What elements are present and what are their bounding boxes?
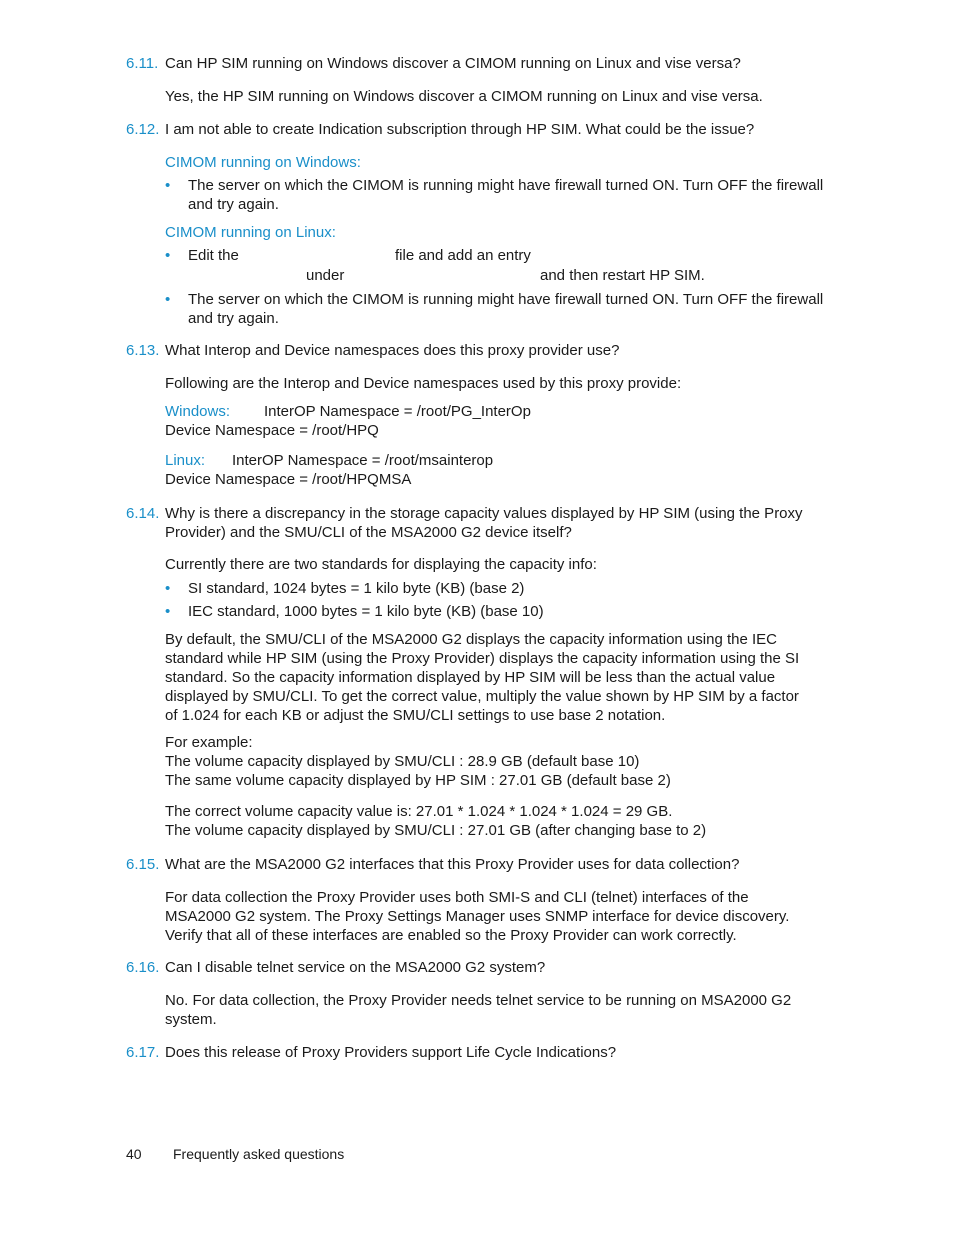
example-line: The same volume capacity displayed by HP SIM : 27.01 GB (default base 2) — [165, 772, 671, 789]
example-line: For example: — [165, 734, 253, 751]
question-6-17 — [126, 1043, 816, 1062]
namespace-device: Device Namespace = /root/HPQ — [165, 422, 379, 439]
bullet-icon: • — [165, 177, 171, 194]
answer-intro: Following are the Interop and Device namespaces used by this proxy provide: — [165, 375, 682, 392]
bullet-text: The server on which the CIMOM is running might have firewall turned ON. Turn OFF the firewall and try again. — [188, 177, 824, 213]
bullet-item — [165, 176, 838, 214]
bullet-text-part: and then restart HP SIM. — [540, 267, 705, 284]
question-6-13 — [126, 341, 816, 360]
bullet-icon: • — [165, 580, 171, 597]
bullet-item — [165, 579, 838, 598]
bullet-text: SI standard, 1024 bytes = 1 kilo byte (KB) (base 2) — [188, 580, 525, 597]
bullet-text: IEC standard, 1000 bytes = 1 kilo byte (KB) (base 10) — [188, 603, 544, 620]
question-text: Can I disable telnet service on the MSA2000 G2 system? — [165, 959, 546, 976]
example-line: The correct volume capacity value is: 27.01 * 1.024 * 1.024 * 1.024 = 29 GB. — [165, 803, 673, 820]
question-number: 6.17. — [126, 1044, 160, 1061]
question-number: 6.16. — [126, 959, 160, 976]
bullet-icon: • — [165, 603, 171, 620]
namespace-windows — [165, 402, 815, 440]
question-text: What are the MSA2000 G2 interfaces that this Proxy Provider uses for data collection? — [165, 856, 740, 873]
question-text: Why is there a discrepancy in the storage capacity values displayed by HP SIM (using the Proxy Provider) and the SMU/CLI of the MSA2000 G2 device itself? — [165, 505, 803, 541]
bullet-icon: • — [165, 291, 171, 308]
example-block — [165, 733, 815, 790]
chapter-title: Frequently asked questions — [173, 1146, 345, 1162]
label-windows: Windows: — [165, 403, 231, 420]
question-text: What Interop and Device namespaces does this proxy provider use? — [165, 342, 620, 359]
example-line: The volume capacity displayed by SMU/CLI : 27.01 GB (after changing base to 2) — [165, 822, 707, 839]
subheading-linux: CIMOM running on Linux: — [165, 224, 336, 241]
namespace-interop: InterOP Namespace = /root/msainterop — [232, 452, 494, 469]
namespace-interop: InterOP Namespace = /root/PG_InterOp — [264, 403, 531, 420]
bullet-text: The server on which the CIMOM is running might have firewall turned ON. Turn OFF the firewall and try again. — [188, 291, 824, 327]
namespace-device: Device Namespace = /root/HPQMSA — [165, 471, 412, 488]
question-6-12 — [126, 120, 816, 139]
bullet-item — [165, 290, 838, 328]
question-number: 6.14. — [126, 505, 160, 522]
example-block — [165, 802, 815, 840]
bullet-icon: • — [165, 247, 171, 264]
question-6-15 — [126, 855, 816, 874]
question-6-16 — [126, 958, 816, 977]
answer-paragraph: By default, the SMU/CLI of the MSA2000 G2 displays the capacity information using the IEC standard while HP SIM (using the Proxy Provider) displays the capacity information using the SI standard. So the capacity information displayed by HP SIM will be less than the actual value displayed by SMU/CLI. To get the correct value, multiply the value shown by HP SIM by a factor of 1.024 for each KB or adjust the SMU/CLI settings to use base 2 notation. — [165, 631, 800, 724]
question-text: Does this release of Proxy Providers support Life Cycle Indications? — [165, 1044, 617, 1061]
answer-intro: Currently there are two standards for displaying the capacity info: — [165, 556, 597, 573]
question-number: 6.15. — [126, 856, 160, 873]
question-text: I am not able to create Indication subscription through HP SIM. What could be the issue? — [165, 121, 755, 138]
question-number: 6.11. — [126, 55, 159, 72]
answer-6-16: No. For data collection, the Proxy Provider needs telnet service to be running on MSA2000 G2 system. — [165, 992, 792, 1028]
question-6-11 — [126, 54, 816, 73]
page-number: 40 — [126, 1146, 142, 1162]
label-linux: Linux: — [165, 452, 206, 469]
namespace-linux — [165, 451, 815, 489]
bullet-text-part: Edit the — [188, 247, 239, 264]
question-text: Can HP SIM running on Windows discover a CIMOM running on Linux and vise versa? — [165, 55, 741, 72]
bullet-item — [165, 602, 838, 621]
answer-6-11: Yes, the HP SIM running on Windows discover a CIMOM running on Linux and vise versa. — [165, 88, 763, 105]
answer-6-15: For data collection the Proxy Provider uses both SMI-S and CLI (telnet) interfaces of the MSA2000 G2 system. The Proxy Settings Manager uses SNMP interface for device discovery. Verify that all of these interfaces are enabled so the Proxy Provider can work correctly. — [165, 889, 790, 944]
bullet-text-part: under — [306, 267, 345, 284]
question-6-14 — [126, 504, 816, 542]
page-footer — [126, 1145, 344, 1164]
example-line: The volume capacity displayed by SMU/CLI : 28.9 GB (default base 10) — [165, 753, 640, 770]
question-number: 6.13. — [126, 342, 160, 359]
subheading-windows: CIMOM running on Windows: — [165, 154, 361, 171]
question-number: 6.12. — [126, 121, 160, 138]
bullet-text-part: file and add an entry — [395, 247, 531, 264]
bullet-item — [165, 246, 838, 286]
